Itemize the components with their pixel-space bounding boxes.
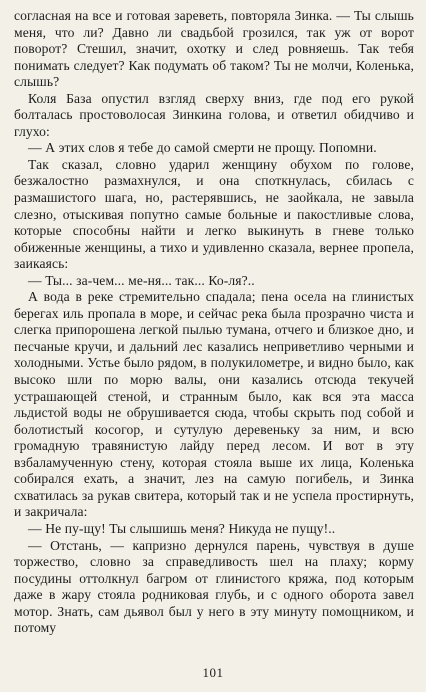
- paragraph-8: — Отстань, — капризно дернулся парень, чувствуя в душе торжество, словно за справедливость шел на плаху; корму посудины оттолкнул багром от глинистого кряжа, под которым даже в жару стояла родниковая глубь, и с одного оборота завел мотор. Знать, сам дьявол был у него в эту минуту помощником, и потому: [14, 537, 414, 636]
- paragraph-5: — Ты... за-чем... ме-ня... так... Ко-ля?..: [28, 272, 255, 288]
- paragraph-1: согласная на все и готовая зареветь, повторяла Зинка. — Ты слышь меня, что ли? Давно ли свадьбой грозился, так уж от ворот поворот? Стешил, значит, охотку и след ровняешь. Так тебя понимать следует? Как подумать об таком? Ты не молчи, Коленька, слышь?: [14, 8, 414, 90]
- page-body: [14, 8, 414, 637]
- paragraph-3: — А этих слов я тебе до самой смерти не прощу. Попомни.: [28, 140, 377, 156]
- paragraph-7: — Не пу-щу! Ты слышишь меня? Никуда не пущу!..: [28, 520, 336, 536]
- paragraph-2: Коля База опустил взгляд сверху вниз, где под его рукой болталась простоволосая Зинкина голова, и ответил обидчиво и глухо:: [14, 90, 414, 139]
- page-number: 101: [202, 665, 224, 680]
- paragraph-6: А вода в реке стремительно спадала; пена осела на глинистых берегах иль пропала в море, и сейчас река была прозрачно чиста и слегка припорошена легкой пылью тумана, отчего и близкое дно, и песчаные кручи, и дальний лес казались неприветливо черными и холодными. Устье было рядом, в полукилометре, и видно было, как высоко шли по морю валы, они казались отсюда текучей устрашающей стеной, и странным было, как вся эта масса льдистой воды не обрушивается сюда, чтобы скрыть под собой и болотистый косогор, и сутулую деревеньку за ним, и всю громадную травянистую лайду перед лесом. И вот в эту взбаламученную стену, которая стояла выше их лица, Коленька собирался ехать, а значит, лез на самую погибель, и Зинка схватилась за рукав свитера, который так и не успела простирнуть, и закричала:: [14, 289, 414, 520]
- paragraph-4: Так сказал, словно ударил женщину обухом по голове, безжалостно размахнулся, и она споткнулась, сбилась с размашистого шага, но, растерявшись, не заойкала, не завыла слезно, отыскивая попутно самые больные и пакостливые слова, которые способны найти и легко выкинуть в гневе только обиженные женщины, а тихо и удивленно сказала, вернее пропела, заикаясь:: [14, 156, 414, 272]
